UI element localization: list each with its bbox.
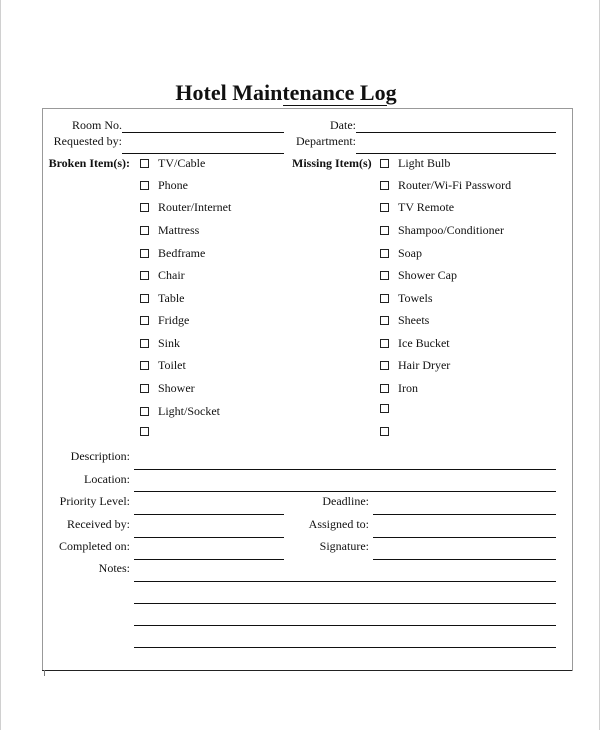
date-label: Date: xyxy=(330,118,356,132)
missing-item[interactable] xyxy=(380,291,433,306)
received-by-label: Received by: xyxy=(67,517,130,531)
broken-item[interactable] xyxy=(140,291,184,306)
page-edge-left xyxy=(0,0,1,730)
broken-item[interactable] xyxy=(140,404,220,419)
checkbox[interactable] xyxy=(140,226,149,235)
checkbox[interactable] xyxy=(380,339,389,348)
missing-item[interactable] xyxy=(380,268,457,283)
broken-item[interactable] xyxy=(140,178,188,193)
missing-item[interactable] xyxy=(380,427,398,436)
checkbox[interactable] xyxy=(380,316,389,325)
checkbox[interactable] xyxy=(380,384,389,393)
deadline-field[interactable] xyxy=(373,514,556,515)
priority-level-label: Priority Level: xyxy=(59,494,130,508)
missing-item[interactable] xyxy=(380,246,422,261)
checkbox[interactable] xyxy=(380,271,389,280)
checkbox[interactable] xyxy=(140,203,149,212)
checkbox[interactable] xyxy=(140,361,149,370)
missing-items-heading: Missing Item(s) xyxy=(292,156,372,170)
missing-item-label: Light Bulb xyxy=(398,156,451,170)
broken-item-label: Chair xyxy=(158,268,185,282)
broken-item[interactable] xyxy=(140,427,158,436)
checkbox[interactable] xyxy=(380,159,389,168)
checkbox[interactable] xyxy=(140,427,149,436)
assigned-to-label: Assigned to: xyxy=(308,517,369,531)
assigned-to-field[interactable] xyxy=(373,537,556,538)
notes-label: Notes: xyxy=(98,561,130,575)
date-field[interactable] xyxy=(356,132,556,133)
missing-item-label: Ice Bucket xyxy=(398,336,450,350)
checkbox[interactable] xyxy=(380,427,389,436)
missing-item-label: Soap xyxy=(398,246,422,260)
title-underline xyxy=(283,105,387,106)
signature-field[interactable] xyxy=(373,559,556,560)
missing-item[interactable] xyxy=(380,156,450,171)
broken-item[interactable] xyxy=(140,381,195,396)
broken-item-label: Toilet xyxy=(158,358,186,372)
broken-item-label: TV/Cable xyxy=(158,156,206,170)
broken-item-label: Fridge xyxy=(158,313,190,327)
broken-item-label: Sink xyxy=(158,336,181,350)
broken-item[interactable] xyxy=(140,336,180,351)
checkbox[interactable] xyxy=(140,339,149,348)
notes-line[interactable] xyxy=(134,603,556,604)
description-label: Description: xyxy=(70,449,130,463)
broken-item-label: Shower xyxy=(158,381,195,395)
requested-by-field[interactable] xyxy=(122,153,284,154)
completed-on-label: Completed on: xyxy=(59,539,130,553)
broken-item[interactable] xyxy=(140,156,205,171)
missing-item-label: Shampoo/Conditioner xyxy=(398,223,504,237)
missing-item[interactable] xyxy=(380,358,450,373)
room-no-label: Room No. xyxy=(71,118,122,132)
checkbox[interactable] xyxy=(140,249,149,258)
checkbox[interactable] xyxy=(140,316,149,325)
missing-item-label: Shower Cap xyxy=(398,268,457,282)
missing-item-label: TV Remote xyxy=(398,200,455,214)
missing-item[interactable] xyxy=(380,313,429,328)
missing-item[interactable] xyxy=(380,178,511,193)
notes-line[interactable] xyxy=(134,581,556,582)
checkbox[interactable] xyxy=(140,159,149,168)
missing-item-label: Iron xyxy=(398,381,418,395)
checkbox[interactable] xyxy=(380,203,389,212)
broken-item[interactable] xyxy=(140,313,189,328)
deadline-label: Deadline: xyxy=(322,494,369,508)
checkbox[interactable] xyxy=(140,384,149,393)
missing-item[interactable] xyxy=(380,381,418,396)
form-frame-tick xyxy=(44,670,45,676)
broken-items-heading: Broken Item(s): xyxy=(48,156,130,170)
description-field[interactable] xyxy=(134,469,556,470)
received-by-field[interactable] xyxy=(134,537,284,538)
broken-item-label: Mattress xyxy=(158,223,200,237)
missing-item[interactable] xyxy=(380,223,504,238)
checkbox[interactable] xyxy=(380,361,389,370)
room-no-field[interactable] xyxy=(122,132,284,133)
broken-item[interactable] xyxy=(140,223,199,238)
checkbox[interactable] xyxy=(140,407,149,416)
broken-item-label: Phone xyxy=(158,178,188,192)
department-label: Department: xyxy=(296,134,356,148)
location-label: Location: xyxy=(84,472,130,486)
missing-item[interactable] xyxy=(380,336,450,351)
page-title: Hotel Maintenance Log xyxy=(175,80,397,105)
checkbox[interactable] xyxy=(380,404,389,413)
broken-item[interactable] xyxy=(140,268,185,283)
requested-by-label: Requested by: xyxy=(53,134,122,148)
notes-line[interactable] xyxy=(134,647,556,648)
broken-item[interactable] xyxy=(140,358,186,373)
completed-on-field[interactable] xyxy=(134,559,284,560)
checkbox[interactable] xyxy=(380,226,389,235)
broken-item-label: Light/Socket xyxy=(158,404,220,418)
missing-item-label: Hair Dryer xyxy=(398,358,451,372)
checkbox[interactable] xyxy=(140,181,149,190)
missing-item[interactable] xyxy=(380,404,398,413)
checkbox[interactable] xyxy=(380,249,389,258)
missing-item-label: Router/Wi-Fi Password xyxy=(398,178,512,192)
missing-item-label: Sheets xyxy=(398,313,430,327)
form-frame-bottom xyxy=(42,670,572,671)
signature-label: Signature: xyxy=(319,539,369,553)
checkbox[interactable] xyxy=(380,181,389,190)
broken-item-label: Table xyxy=(158,291,185,305)
priority-level-field[interactable] xyxy=(134,514,284,515)
broken-item-label: Router/Internet xyxy=(158,200,232,214)
location-field[interactable] xyxy=(134,491,556,492)
missing-item-label: Towels xyxy=(398,291,433,305)
checkbox[interactable] xyxy=(140,271,149,280)
missing-item[interactable] xyxy=(380,200,454,215)
checkbox[interactable] xyxy=(140,294,149,303)
broken-item-label: Bedframe xyxy=(158,246,206,260)
broken-item[interactable] xyxy=(140,246,205,261)
broken-item[interactable] xyxy=(140,200,231,215)
department-field[interactable] xyxy=(356,153,556,154)
notes-line[interactable] xyxy=(134,625,556,626)
checkbox[interactable] xyxy=(380,294,389,303)
